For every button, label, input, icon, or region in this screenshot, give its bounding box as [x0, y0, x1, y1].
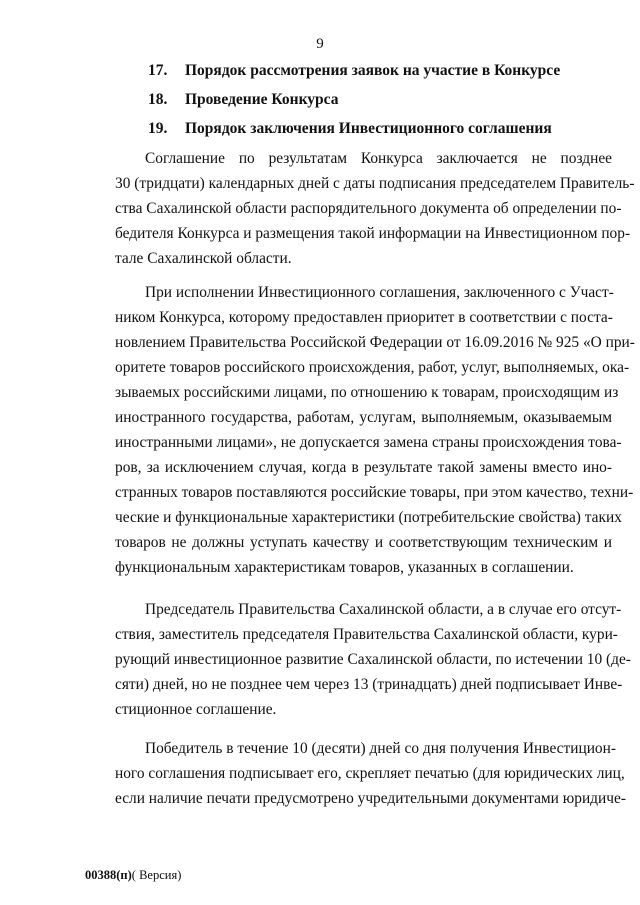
paragraph-line: Соглашение по результатам Конкурса заключается не позднее — [145, 150, 612, 167]
paragraph-2 — [115, 280, 635, 580]
paragraph-line: стиционное соглашение. — [115, 701, 277, 718]
heading-number: 18. — [148, 91, 168, 108]
paragraph-line: зываемых российскими лицами, по отношению к товарам, происходящим из — [115, 384, 619, 401]
heading-number: 19. — [148, 120, 168, 137]
document-footer — [85, 868, 181, 883]
heading-number: 17. — [148, 62, 168, 79]
paragraph-line: Победитель в течение 10 (десяти) дней со дня получения Инвестицион- — [145, 740, 616, 757]
paragraph-line: ником Конкурса, которому предоставлен приоритет в соответствии с поста- — [115, 309, 613, 326]
paragraph-line: странных товаров поставляются российские товары, при этом качество, техни- — [115, 484, 634, 501]
paragraph-line: иностранного государства, работам, услугам, выполняемым, оказываемым — [115, 409, 612, 426]
paragraph-line: иностранными лицами», не допускается замена страны происхождения това- — [115, 434, 622, 451]
paragraph-line: рующий инвестиционное развитие Сахалинской области, по истечении 10 (де- — [115, 651, 631, 668]
heading-18 — [148, 91, 338, 109]
paragraph-line: ствия, заместитель председателя Правительства Сахалинской области, кури- — [115, 626, 618, 643]
paragraph-3 — [115, 597, 631, 722]
paragraph-line: ров, за исключением случая, когда в результате такой замены вместо ино- — [115, 459, 612, 476]
heading-text: Порядок заключения Инвестиционного соглашения — [185, 120, 552, 137]
heading-text: Проведение Конкурса — [185, 91, 339, 108]
paragraph-line: если наличие печати предусмотрено учредительными документами юридиче- — [115, 790, 626, 807]
heading-17 — [148, 62, 560, 80]
paragraph-line: функциональным характеристикам товаров, указанных в соглашении. — [115, 559, 574, 576]
heading-19 — [148, 120, 552, 138]
paragraph-line: Председатель Правительства Сахалинской области, а в случае его отсут- — [145, 601, 622, 618]
paragraph-line: бедителя Конкурса и размещения такой информации на Инвестиционном пор- — [115, 225, 631, 242]
paragraph-line: ческие и функциональные характеристики (потребительские свойства) таких — [115, 509, 622, 526]
paragraph-line: 30 (тридцати) календарных дней с даты подписания председателем Правитель- — [115, 175, 635, 192]
paragraph-line: сяти) дней, но не позднее чем через 13 (тринадцать) дней подписывает Инве- — [115, 676, 623, 693]
heading-text: Порядок рассмотрения заявок на участие в Конкурсе — [185, 62, 561, 79]
document-version: ( Версия) — [131, 868, 182, 882]
paragraph-line: товаров не должны уступать качеству и соответствующим техническим и — [115, 534, 612, 551]
paragraph-4 — [115, 736, 626, 811]
paragraph-line: оритете товаров российского происхождения, работ, услуг, выполняемых, ока- — [115, 359, 630, 376]
paragraph-line: тале Сахалинской области. — [115, 250, 292, 267]
paragraph-line: ного соглашения подписывает его, скрепляет печатью (для юридических лиц, — [115, 765, 625, 782]
paragraph-line: При исполнении Инвестиционного соглашения, заключенного с Участ- — [145, 284, 614, 301]
document-code: 00388(п) — [85, 868, 132, 882]
page-number: 9 — [316, 36, 324, 52]
paragraph-line: новлением Правительства Российской Федерации от 16.09.2016 № 925 «О при- — [115, 334, 635, 351]
paragraph-1 — [115, 146, 635, 271]
paragraph-line: ства Сахалинской области распорядительного документа об определении по- — [115, 200, 622, 217]
